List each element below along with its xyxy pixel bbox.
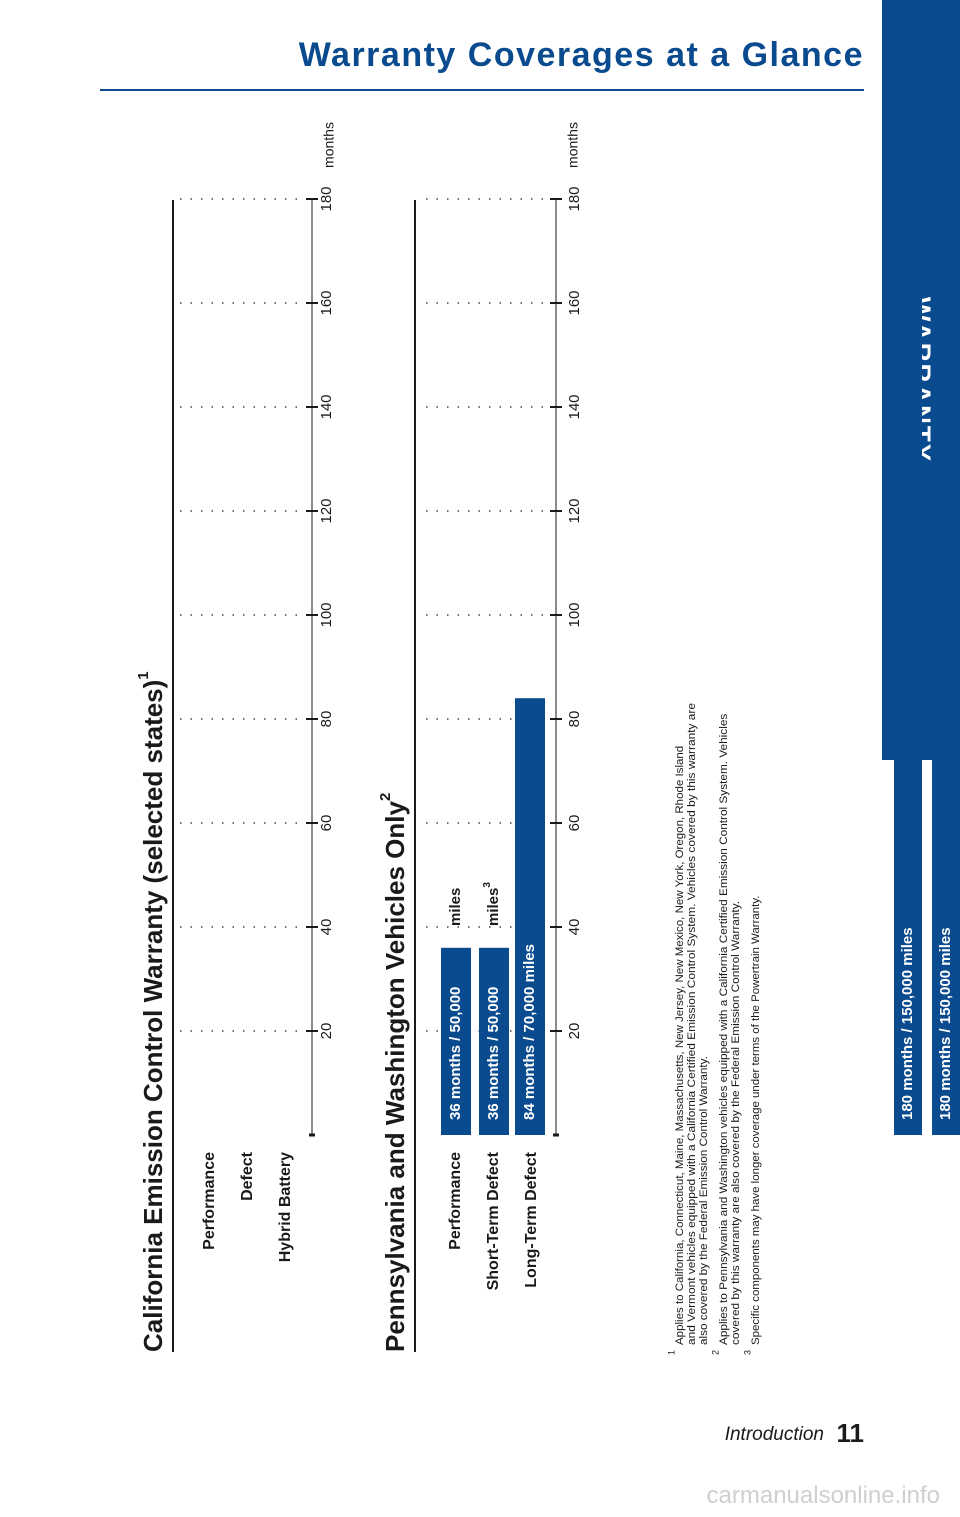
chart-2-bar-suffix-group	[447, 888, 464, 926]
footnote-number-group	[710, 1350, 720, 1355]
chart-2-tick-label-group	[566, 815, 583, 832]
chart-2-tick-label-group	[566, 186, 583, 211]
chart-2-tick-label: 100	[565, 602, 583, 628]
chart-2-tick-label: 40	[565, 918, 583, 936]
chart-2-axis-unit: months	[564, 122, 581, 168]
chart-2-bar-suffix: miles$^3$	[481, 882, 502, 926]
chart-1-tick-label-group	[318, 711, 335, 728]
chart-2-bar-label-group	[485, 987, 502, 1120]
chart-1-tick-label-group	[318, 394, 335, 419]
chart-1-tick-label: 40	[317, 918, 335, 936]
chart-1-bar-label-group	[899, 927, 916, 1120]
chart-2-tick-label: 80	[565, 710, 583, 728]
chart-1-title-group	[135, 671, 168, 1352]
chart-1-tick-label: 140	[317, 394, 335, 420]
chart-1-category-group	[277, 1152, 294, 1262]
chart-2-category-label: Short-Term Defect	[485, 1152, 503, 1291]
chart-2-tick-label-group	[566, 290, 583, 315]
footnote-number-group	[666, 1350, 676, 1355]
chart-1-tick-label-group	[318, 815, 335, 832]
chart-1-tick-label-group	[318, 602, 335, 627]
chart-2-tick-label: 160	[565, 290, 583, 316]
chart-1-tick-label: 120	[317, 498, 335, 524]
chart-1-tick-label-group	[318, 290, 335, 315]
footnote-number: 2	[710, 1349, 721, 1355]
footnote-line: Specific components may have longer coverage under terms of the Powertrain Warranty.	[749, 913, 762, 1345]
chart-1-bar-label: 180 months / 150,000 miles	[936, 927, 954, 1120]
chart-2-tick-label-group	[566, 602, 583, 627]
footnote-line-group	[686, 703, 698, 1345]
footnote-line-group	[750, 896, 762, 1345]
footnote-line: Applies to Pennsylvania and Washington vehicles equipped with a California Certified Emission Control System. Vehicles	[717, 756, 730, 1345]
chart-2-bar-suffix-group	[482, 882, 502, 926]
chart-2-bar-label: 36 months / 50,000	[446, 986, 464, 1120]
chart-2-tick-label: 20	[565, 1022, 583, 1040]
chart-1-tick-label-group	[318, 498, 335, 523]
footer-page-number: 11	[836, 1418, 864, 1448]
footnote-line: covered by this warranty are also covered by the Federal Emission Control Warranty.	[729, 932, 742, 1345]
chart-2-tick-label-group	[566, 394, 583, 419]
chart-1-bar-label: 180 months / 150,000 miles	[898, 927, 916, 1120]
chart-1-axis-unit-group	[321, 122, 337, 168]
chart-1-category-group	[201, 1152, 218, 1250]
chart-2-tick-label: 60	[565, 814, 583, 832]
chart-2-category-group	[447, 1152, 464, 1250]
chart-1-tick-label: 60	[317, 814, 335, 832]
chart-2-category-group	[485, 1151, 502, 1290]
footnote-line: also covered by the Federal Emission Control Warranty.	[697, 1073, 710, 1345]
footnote-number: 1	[666, 1349, 677, 1355]
chart-2-category-group	[523, 1151, 540, 1287]
chart-1-tick-label: 20	[317, 1022, 335, 1040]
footnote-line-group	[718, 713, 730, 1345]
chart-2-tick-label: 180	[565, 186, 583, 212]
chart-2-category-label: Performance	[447, 1152, 465, 1250]
chart-1-tick-label-group	[318, 186, 335, 211]
chart-2-bar-label-group	[447, 987, 464, 1120]
chart-2-tick-label-group	[566, 919, 583, 936]
footnote-line: Applies to California, Connecticut, Maine, Massachusetts, New Jersey, New Mexico, New York, Oregon, Rhode Island	[673, 772, 686, 1345]
chart-1-tick-label-group	[318, 919, 335, 936]
chart-2-title: Pennsylvania and Washington Vehicles Only$^2$	[376, 792, 410, 1352]
chart-1-tick-label: 160	[317, 290, 335, 316]
page-title: Warranty Coverages at a Glance	[298, 36, 864, 74]
chart-2-tick-label: 120	[565, 498, 583, 524]
footnote-line-group	[674, 746, 686, 1345]
chart-2-title-group	[377, 793, 410, 1352]
chart-1-tick-label: 100	[317, 602, 335, 628]
chart-2-bar-label: 84 months / 70,000 miles	[520, 944, 538, 1120]
chart-1-bar-label-group	[937, 927, 954, 1120]
chart-1-tick-label: 180	[317, 186, 335, 212]
chart-1-category-label: Performance	[201, 1152, 219, 1250]
chart-2-bar-label: 36 months / 50,000	[484, 986, 502, 1120]
chart-2-tick-label: 140	[565, 394, 583, 420]
chart-2-tick-label-group	[566, 711, 583, 728]
chart-2-tick-label-group	[566, 1023, 583, 1040]
footnote-number: 3	[742, 1349, 753, 1355]
footnote-line-group	[698, 1056, 710, 1345]
chart-1-tick-label: 80	[317, 710, 335, 728]
chart-1-axis-unit: months	[320, 122, 337, 168]
watermark: carmanualsonline.info	[706, 1482, 940, 1509]
chart-1-category-label: Hybrid Battery	[277, 1152, 295, 1263]
chart-2-tick-label-group	[566, 498, 583, 523]
chart-2-axis-unit-group	[565, 122, 581, 168]
footnote-line: and Vermont vehicles equipped with a California Certified Emission Control System. Vehicles covered by this warranty are	[685, 751, 698, 1345]
chart-2-bar-suffix: miles	[446, 887, 464, 926]
footnote-line-group	[730, 901, 742, 1345]
chart-1-category-label: Defect	[239, 1152, 257, 1201]
footer-section-name: Introduction	[724, 1424, 824, 1445]
chart-2-bar-label-group	[521, 944, 538, 1120]
chart-1-category-group	[239, 1151, 256, 1201]
footnote-number-group	[742, 1350, 752, 1355]
chart-1-title: California Emission Control Warranty (selected states)$^1$	[134, 671, 168, 1352]
chart-1-tick-label-group	[318, 1023, 335, 1040]
chart-2-category-label: Long-Term Defect	[523, 1152, 541, 1288]
